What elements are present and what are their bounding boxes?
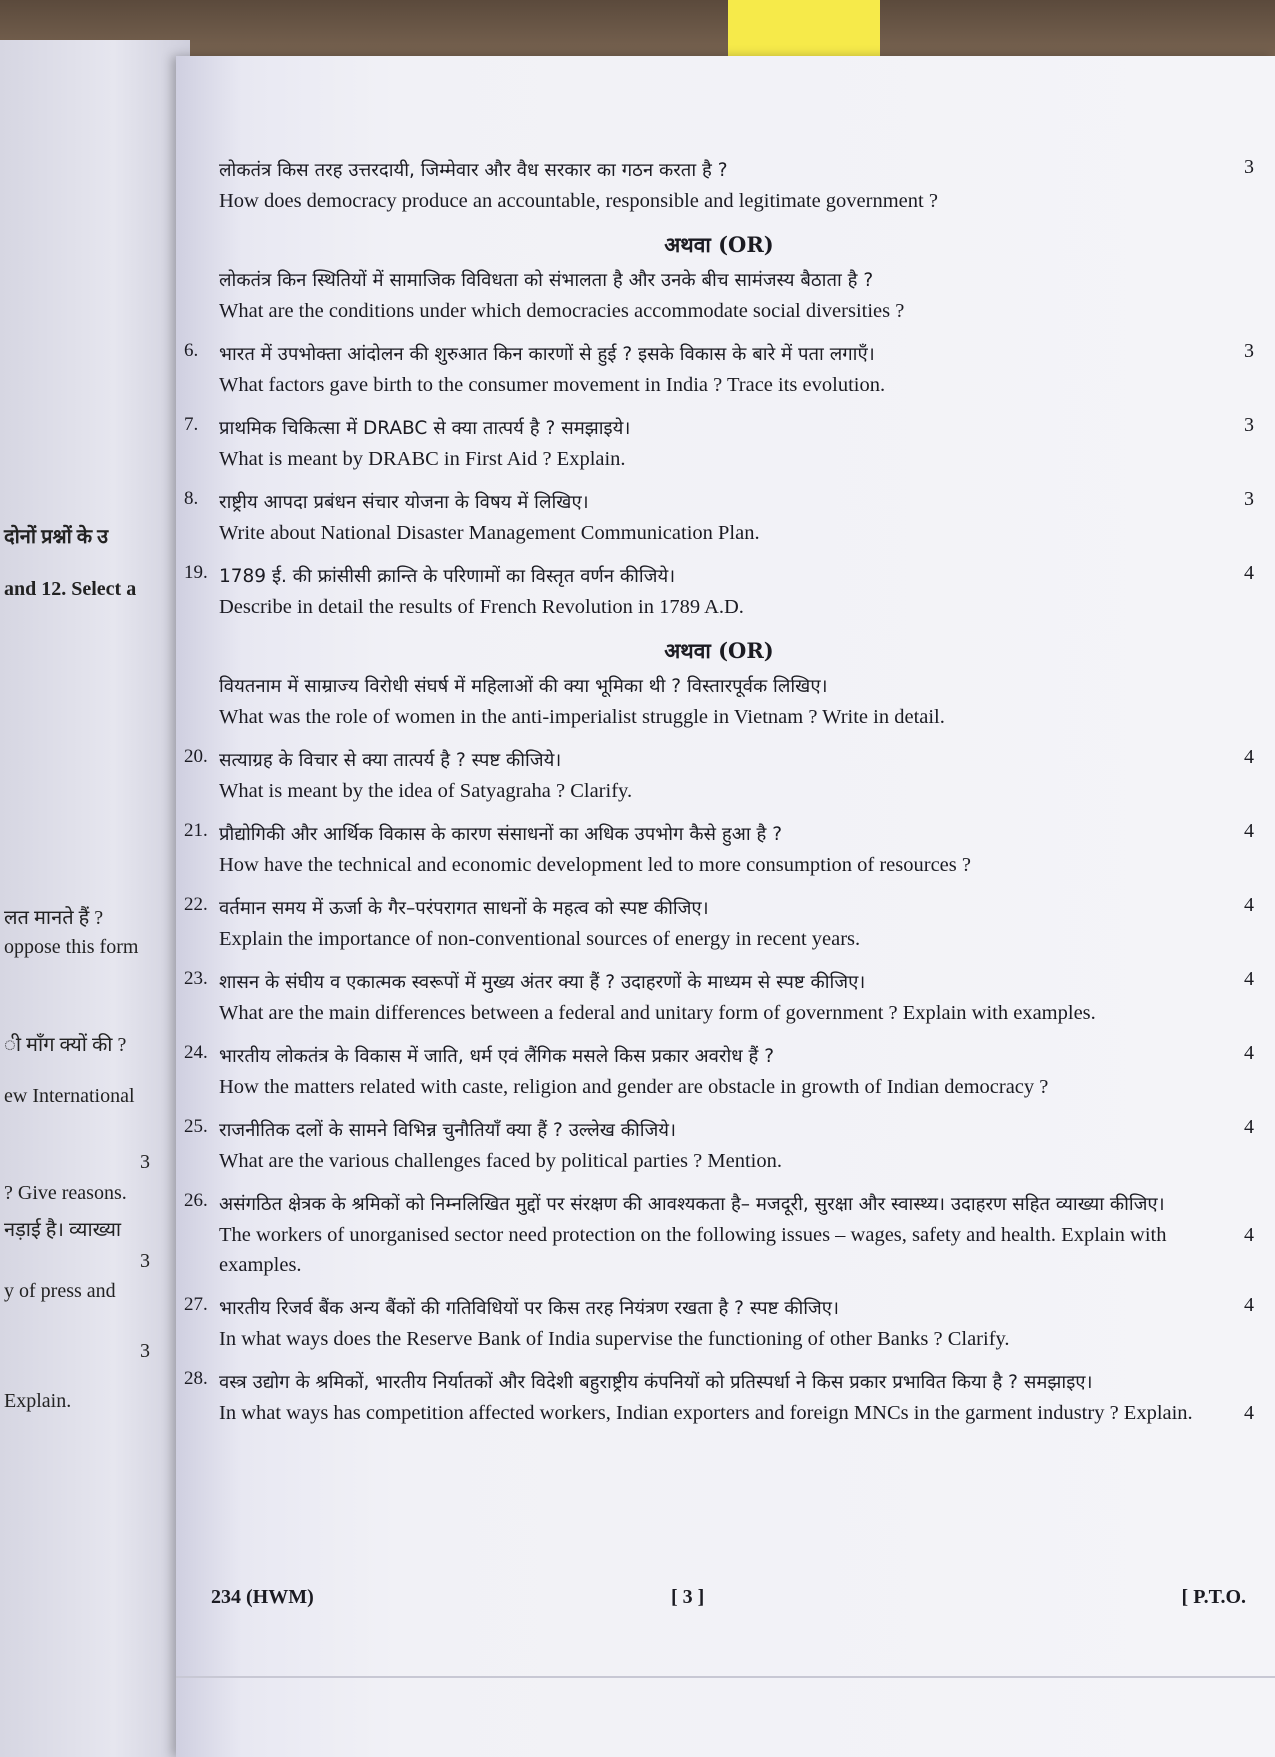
question-item [184, 1190, 1254, 1280]
question-item [184, 488, 1254, 548]
question-item [184, 414, 1254, 474]
left-page-fragment: y of press and [4, 1280, 116, 1302]
question-marks: 4 [1244, 1224, 1254, 1246]
question-english: How the matters related with caste, religion and gender are obstacle in growth of Indian democracy ? [219, 1076, 1049, 1098]
sticky-note [728, 0, 880, 58]
question-english: What factors gave birth to the consumer movement in India ? Trace its evolution. [219, 374, 886, 396]
question-marks: 4 [1244, 894, 1254, 916]
page-number: [ 3 ] [671, 1586, 705, 1608]
question-number: 7. [184, 414, 199, 435]
question-english: What is meant by the idea of Satyagraha ? Clarify. [219, 780, 633, 802]
question-item [184, 340, 1254, 400]
left-page-fragment: ew International [4, 1085, 135, 1107]
question-english: Write about National Disaster Management Communication Plan. [219, 522, 760, 544]
left-page-fragment: ? Give reasons. [4, 1182, 127, 1204]
question-english: What are the various challenges faced by political parties ? Mention. [219, 1150, 782, 1172]
question-marks: 4 [1244, 1402, 1254, 1424]
question-english: How does democracy produce an accountable, responsible and legitimate government ? [219, 190, 938, 212]
question-item [184, 1116, 1254, 1176]
question-item [184, 746, 1254, 806]
question-marks: 4 [1244, 1116, 1254, 1138]
question-hindi: असंगठित क्षेत्रक के श्रमिकों को निम्नलिखित मुद्दों पर संरक्षण की आवश्यकता है– मजदूरी, सुरक्षा और स्वास्थ्य। उदाहरण सहित व्याख्या कीजिए। [219, 1194, 1165, 1215]
question-marks: 3 [1244, 414, 1254, 436]
question-number: 24. [184, 1042, 208, 1063]
question-number: 22. [184, 894, 208, 915]
or-divider: अथवा (OR) [664, 232, 774, 257]
question-hindi: लोकतंत्र किस तरह उत्तरदायी, जिम्मेवार और वैध सरकार का गठन करता है ? [219, 160, 728, 181]
question-english: How have the technical and economic development led to more consumption of resources ? [219, 854, 971, 876]
question-marks: 4 [1244, 1294, 1254, 1316]
left-page [0, 40, 190, 1757]
question-hindi: शासन के संघीय व एकात्मक स्वरूपों में मुख्य अंतर क्या हैं ? उदाहरणों के माध्यम से स्पष्ट कीजिए। [219, 972, 866, 993]
paper-code: 234 (HWM) [211, 1586, 314, 1608]
left-page-fragment: लत मानते हैं ? [4, 907, 104, 929]
question-hindi: वियतनाम में साम्राज्य विरोधी संघर्ष में महिलाओं की क्या भूमिका थी ? विस्तारपूर्वक लिखिए। [219, 676, 828, 697]
question-english: Explain the importance of non-conventional sources of energy in recent years. [219, 928, 861, 950]
question-hindi: वस्त्र उद्योग के श्रमिकों, भारतीय निर्यातकों और विदेशी बहुराष्ट्रीय कंपनियों को प्रतिस्पर्धा ने किस प्रकार प्रभावित किया है ? समझाइए। [219, 1372, 1093, 1393]
question-marks: 3 [1244, 488, 1254, 510]
question-hindi: 1789 ई. की फ्रांसीसी क्रान्ति के परिणामों का विस्तृत वर्णन कीजिये। [219, 566, 676, 587]
question-hindi: प्रौद्योगिकी और आर्थिक विकास के कारण संसाधनों का अधिक उपभोग कैसे हुआ है ? [219, 824, 783, 845]
left-page-fragment: दोनों प्रश्नों के उ [4, 526, 109, 548]
question-english: What was the role of women in the anti-imperialist struggle in Vietnam ? Write in detail. [219, 706, 945, 728]
left-page-fragment: Explain. [4, 1390, 72, 1412]
question-item [184, 156, 1254, 216]
question-english: In what ways does the Reserve Bank of India supervise the functioning of other Banks ? Clarify. [219, 1328, 1010, 1350]
question-item [184, 672, 1254, 732]
left-page-fragment: 3 [140, 1250, 150, 1272]
question-hindi: राजनीतिक दलों के सामने विभिन्न चुनौतियाँ क्या हैं ? उल्लेख कीजिये। [219, 1120, 677, 1141]
questions-list [184, 156, 1254, 1442]
question-english: What is meant by DRABC in First Aid ? Explain. [219, 448, 626, 470]
question-item [184, 894, 1254, 954]
question-number: 27. [184, 1294, 208, 1315]
question-hindi: वर्तमान समय में ऊर्जा के गैर–परंपरागत साधनों के महत्व को स्पष्ट कीजिए। [219, 898, 709, 919]
question-marks: 3 [1244, 340, 1254, 362]
question-hindi: भारत में उपभोक्ता आंदोलन की शुरुआत किन कारणों से हुई ? इसके विकास के बारे में पता लगाएँ। [219, 344, 875, 365]
question-marks: 4 [1244, 820, 1254, 842]
question-marks: 4 [1244, 1042, 1254, 1064]
question-item [184, 1368, 1254, 1428]
question-english: What are the conditions under which democracies accommodate social diversities ? [219, 300, 905, 322]
question-english: What are the main differences between a federal and unitary form of government ? Explain with examples. [219, 1002, 1096, 1024]
question-hindi: सत्याग्रह के विचार से क्या तात्पर्य है ? स्पष्ट कीजिये। [219, 750, 562, 771]
question-number: 8. [184, 488, 199, 509]
exam-page [176, 56, 1275, 1757]
question-number: 28. [184, 1368, 208, 1389]
question-number: 21. [184, 820, 208, 841]
question-number: 25. [184, 1116, 208, 1137]
question-marks: 3 [1244, 156, 1254, 178]
question-marks: 4 [1244, 746, 1254, 768]
left-page-fragment: 3 [140, 1151, 150, 1173]
question-item [184, 562, 1254, 622]
page-edge [176, 1676, 1275, 1678]
question-english: Describe in detail the results of French Revolution in 1789 A.D. [219, 596, 744, 618]
question-number: 26. [184, 1190, 208, 1211]
question-hindi: लोकतंत्र किन स्थितियों में सामाजिक विविधता को संभालता है और उनके बीच सामंजस्य बैठाता है ? [219, 270, 874, 291]
desk-background [0, 0, 1275, 60]
question-number: 6. [184, 340, 199, 361]
question-item [184, 820, 1254, 880]
question-marks: 4 [1244, 968, 1254, 990]
pto-label: [ P.T.O. [1181, 1586, 1246, 1608]
question-marks: 4 [1244, 562, 1254, 584]
left-page-fragment: ी माँग क्यों की ? [4, 1034, 127, 1056]
question-item [184, 266, 1254, 326]
left-page-fragment: and 12. Select a [4, 578, 137, 600]
left-page-fragment: oppose this form [4, 936, 139, 958]
question-item [184, 1294, 1254, 1354]
question-hindi: भारतीय रिजर्व बैंक अन्य बैंकों की गतिविधियों पर किस तरह नियंत्रण रखता है ? स्पष्ट कीजिए। [219, 1298, 840, 1319]
question-hindi: राष्ट्रीय आपदा प्रबंधन संचार योजना के विषय में लिखिए। [219, 492, 589, 513]
question-number: 20. [184, 746, 208, 767]
left-page-fragment: नड़ाई है। व्याख्या [4, 1219, 122, 1241]
question-hindi: प्राथमिक चिकित्सा में DRABC से क्या तात्पर्य है ? समझाइये। [219, 418, 631, 439]
question-number: 19. [184, 562, 208, 583]
or-divider: अथवा (OR) [664, 638, 774, 663]
question-item [184, 968, 1254, 1028]
left-page-fragment: 3 [140, 1340, 150, 1362]
question-english: In what ways has competition affected workers, Indian exporters and foreign MNCs in the garment industry ? Explain. [219, 1402, 1193, 1424]
question-english: The workers of unorganised sector need protection on the following issues – wages, safety and health. Explain with examples. [219, 1224, 1167, 1276]
question-item [184, 1042, 1254, 1102]
question-hindi: भारतीय लोकतंत्र के विकास में जाति, धर्म एवं लैंगिक मसले किस प्रकार अवरोध हैं ? [219, 1046, 775, 1067]
question-number: 23. [184, 968, 208, 989]
